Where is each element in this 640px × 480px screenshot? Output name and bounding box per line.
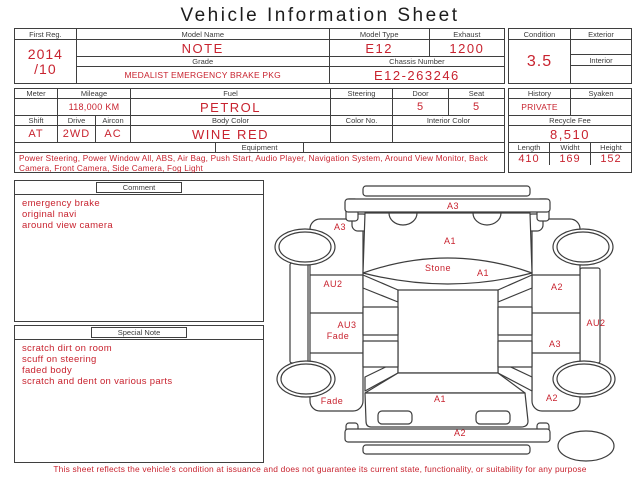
door-value: 5 (393, 99, 449, 115)
right-sill (580, 268, 600, 363)
exhaust-label: Exhaust (453, 29, 481, 39)
meter-label: Meter (15, 89, 58, 98)
damage-mark-left-front-fender: A3 (333, 222, 347, 232)
interior-label: Interior (571, 55, 631, 66)
page-title: Vehicle Information Sheet (180, 5, 460, 26)
special-note-box (14, 325, 264, 463)
model-name-value: NOTE (77, 40, 329, 57)
damage-mark-right-rear-fender: A2 (545, 393, 559, 403)
length-label: Length (509, 143, 550, 152)
damage-mark-left-front-door: AU2 (323, 279, 343, 289)
mileage-value: 118,000 KM (58, 99, 131, 115)
chassis-number-value: E12-263246 (373, 67, 460, 83)
note-line: scratch dirt on room (22, 343, 112, 354)
rear-bumper-bottom-bar (363, 445, 530, 454)
note-line: around view camera (22, 220, 113, 231)
spec-table (14, 88, 505, 173)
left-sill (290, 263, 308, 363)
syaken-value (571, 99, 631, 115)
roof (398, 290, 498, 373)
grade-value: MEDALIST EMERGENCY BRAKE PKG (124, 70, 281, 80)
damage-mark-windshield: A1 (476, 268, 490, 278)
damage-mark-left-rear-fender: Fade (320, 396, 344, 406)
condition-value: 3.5 (526, 52, 553, 70)
color-no-value (331, 126, 393, 142)
chassis-number-label: Chassis Number (330, 57, 504, 67)
interior-color-value (393, 126, 504, 142)
fuel-value: PETROL (131, 99, 331, 115)
equipment-value: Power Steering, Power Window All, ABS, Air Bag, Push Start, Audio Player, Navigation System, Around View Monitor, Back Camera, Front Camera, Side Camera, Fog Light (19, 154, 488, 173)
seat-value: 5 (472, 101, 481, 113)
history-fee-table (508, 88, 632, 173)
drive-label: Drive (58, 116, 96, 125)
damage-mark-windshield: Stone (424, 263, 452, 273)
history-value: PRIVATE (509, 99, 571, 115)
drive-value: 2WD (58, 126, 96, 142)
condition-label: Condition (509, 29, 570, 40)
exhaust-value: 1200 (449, 40, 485, 56)
first-reg-value: 2014 /10 (27, 45, 63, 77)
condition-table (508, 28, 632, 84)
recycle-fee-label: Recycle Fee (509, 116, 631, 126)
comment-lines (15, 195, 263, 234)
comment-box (14, 180, 264, 322)
steering-value (331, 99, 393, 115)
recycle-fee-value: 8,510 (509, 126, 631, 143)
note-line: original navi (22, 209, 77, 220)
model-info-table (14, 28, 505, 84)
disclaimer-text: This sheet reflects the vehicle's condition at issuance and does not guarantee its current state, functionality, or suitability for any purpose (53, 464, 587, 474)
damage-mark-right-front-door: A2 (550, 282, 564, 292)
grade-label: Grade (77, 57, 329, 67)
height-value: 152 (600, 153, 622, 165)
special-note-lines (15, 340, 263, 390)
damage-mark-left-rear-door: Fade (326, 331, 350, 341)
rear-bumper (345, 429, 550, 442)
shift-label: Shift (15, 116, 58, 125)
history-label: History (509, 89, 571, 98)
aircon-value: AC (96, 126, 131, 142)
special-note-label: Special Note (91, 327, 188, 338)
mileage-label: Mileage (58, 89, 131, 98)
damage-mark-front-bumper: A3 (446, 201, 460, 211)
note-line: faded body (22, 365, 73, 376)
meter-value (15, 99, 58, 115)
comment-label: Comment (96, 182, 183, 193)
door-label: Door (393, 89, 449, 98)
exterior-value (571, 40, 631, 55)
width-value: 169 (550, 153, 591, 165)
body-color-label: Body Color (131, 116, 331, 125)
damage-mark-right-sill: AU2 (586, 318, 606, 328)
interior-value (571, 66, 631, 83)
steering-label: Steering (331, 89, 393, 98)
height-label: Height (600, 143, 622, 152)
damage-mark-rear-hatch: A1 (433, 394, 447, 404)
aircon-label: Aircon (96, 116, 131, 125)
model-type-label: Model Type (330, 29, 430, 39)
damage-mark-right-rear-door: A3 (548, 339, 562, 349)
model-type-value: E12 (330, 40, 430, 56)
note-line: emergency brake (22, 198, 100, 209)
body-color-value: WINE RED (131, 126, 331, 142)
damage-mark-left-rear-door: AU3 (337, 320, 357, 330)
note-line: scratch and dent on various parts (22, 376, 173, 387)
exterior-label: Exterior (571, 29, 631, 40)
syaken-label: Syaken (588, 89, 614, 98)
model-name-label: Model Name (77, 29, 329, 40)
shift-value: AT (15, 126, 58, 142)
seat-label: Seat (468, 89, 485, 98)
color-no-label: Color No. (331, 116, 393, 125)
car-damage-diagram (270, 183, 640, 468)
damage-mark-hood: A1 (443, 236, 457, 246)
damage-mark-rear-bumper: A2 (453, 428, 467, 438)
first-reg-label: First Reg. (15, 29, 76, 40)
spare-tire (558, 431, 614, 461)
length-value: 410 (509, 153, 550, 165)
fuel-label: Fuel (131, 89, 331, 98)
interior-color-label: Interior Color (426, 116, 471, 125)
width-label: Widht (550, 143, 591, 152)
equipment-label: Equipment (215, 143, 305, 152)
car-top-view-drawing (270, 183, 640, 468)
note-line: scuff on steering (22, 354, 97, 365)
front-bumper-top-bar (363, 186, 530, 196)
